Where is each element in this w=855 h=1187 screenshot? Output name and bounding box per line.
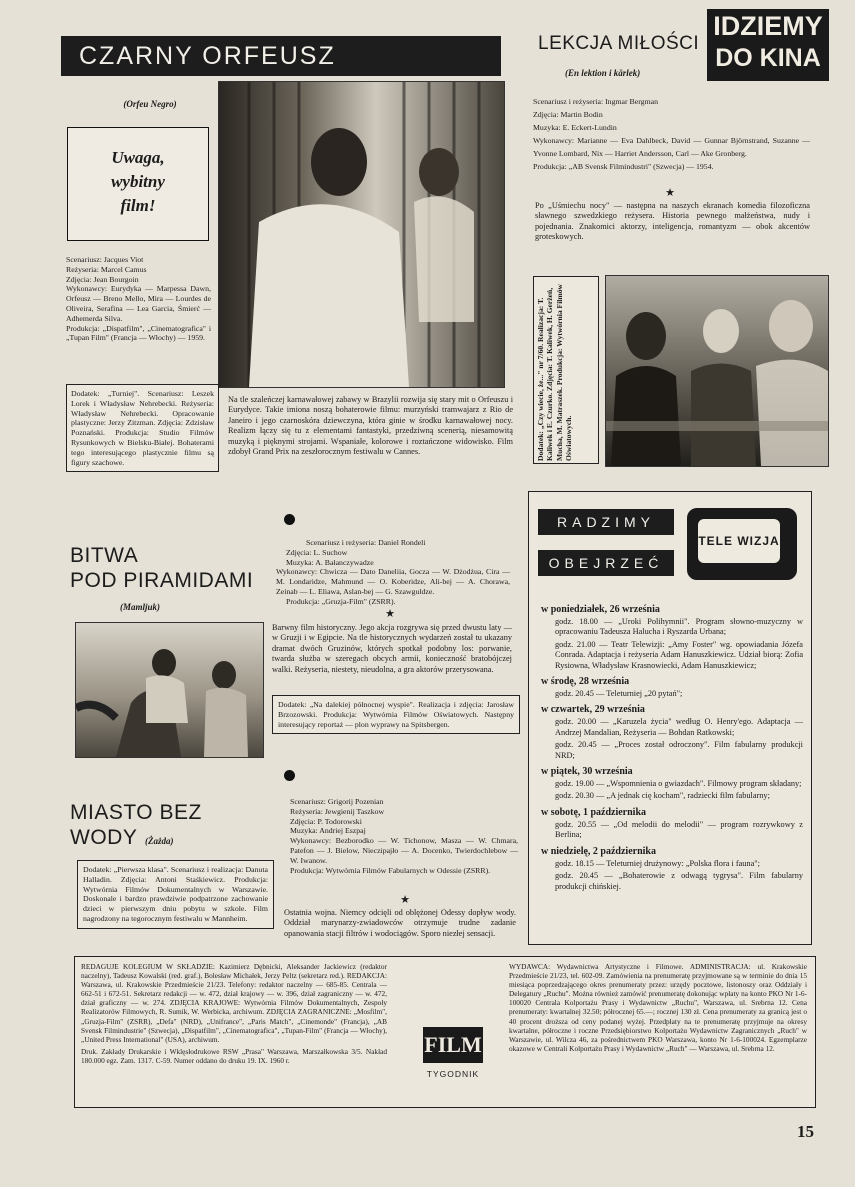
czarny-credit-1: Scenariusz: Jacques Viot [66, 255, 144, 264]
tv-day-wed: w środę, 28 września godz. 20.45 — Teleturniej „20 pytań"; [541, 676, 683, 699]
bitwa-description: Barwny film historyczny. Jego akcja rozgrywa się przed dwustu laty — w Gruzji i w Egipcie. Na tle historycznych wydarzeń został tu ukazany dramat dwóch Gruzinów, których spotkał podobny los: porwanie, twarda służba w szeregach obcych armii, konieczność bratobójczej walki. Reżyseria, niestety, nieudolna, a gra aktorów przerysowana. [272, 623, 512, 674]
czarny-photo-illustration [219, 82, 504, 387]
miasto-dodatek [77, 860, 274, 929]
lekcja-photo [605, 275, 829, 467]
miasto-credit-6: Produkcja: Wytwórnia Filmów Fabularnych w Odessie (ZSRR). [290, 865, 491, 875]
tv-day-sat: w sobotę, 1 października godz. 20.55 — „Od melodii do melodii" — program rozrywkowy z Berlina; [541, 806, 803, 840]
lekcja-subtitle: (En lektion i kärlek) [565, 68, 641, 78]
miasto-credit-3: Zdjęcia: P. Todorowski [290, 816, 362, 826]
miasto-description: Ostatnia wojna. Niemcy odcięli od oblężonej Odessy dopływ wody. Oddział marynarzy-zwiadowców otrzymuje trudne zadanie opanowania stacji filtrów i wodociągów. Sporo niezłej sensacji. [284, 908, 516, 938]
bitwa-credits [276, 538, 510, 607]
bitwa-photo-illustration [76, 623, 263, 757]
czarny-credit-5: Produkcja: „Dispatfilm", „Cinematografica" i „Tupan Film" (Francja — Włochy) — 1959. [66, 323, 211, 343]
bitwa-subtitle: (Mamljuk) [120, 602, 161, 612]
miasto-bullet [284, 770, 295, 781]
miasto-credit-2: Reżyseria: Jewgienij Taszkow [290, 806, 385, 816]
lekcja-credit-1: Scenariusz i reżyseria: Ingmar Bergman [533, 97, 658, 106]
section-badge [707, 9, 829, 81]
imprint-right [509, 962, 807, 1053]
miasto-title: MIASTO BEZ WODY [70, 801, 202, 849]
lekcja-credit-3: Muzyka: E. Eckert-Lundin [533, 123, 617, 132]
czarny-title-text: CZARNY ORFEUSZ [79, 42, 336, 70]
tv-day-fri: w piątek, 30 września godz. 19.00 — „Wspomnienia o gwiazdach". Filmowy program składany; godz. 20.30 — „A jednak cię kocham", radziecki film fabularny; [541, 766, 802, 801]
tv-day-mon: w poniedziałek, 26 września godz. 18.00 — „Uroki Polihymnii". Program słowno-muzyczny w opracowaniu Tadeusza Halucha i Ryszarda Urbana; godz. 21.00 — Teatr Telewizji: „Amy Foster" wg. opowiadania Józefa Conrada. Adaptacja i reżyseria Adam Hanuszkiewicz. Udział biorą: Zofia Rysiowna, Władysław Krasnowiecki, Adam Hanuszkiewicz; [541, 604, 803, 670]
miasto-dodatek-text: Dodatek: „Pierwsza klasa". Scenariusz i realizacja: Danuta Halladin. Zdjęcia: Antoni Staśkiewicz. Produkcja: Wytwórnia Filmów Dokumentalnych w Warszawie. Doskonale i bardzo prawdziwie podpatrzone zachowanie dzieci w pierwszym dniu pobytu w szkole. Film nagrodzony na tegorocznym festiwalu w Mannheim. [83, 865, 268, 923]
lekcja-photo-illustration [606, 276, 828, 466]
czarny-credit-4: Wykonawcy: Eurydyka — Marpessa Dawn, Orfeusz — Breno Mello, Mira — Lourdes de Oliveira, Serafina — Lea Garcia, Śmierć — Adhemerda Silva. [66, 284, 211, 323]
page-number: 15 [797, 1122, 814, 1141]
tv-day-thu: w czwartek, 29 września godz. 20.00 — „Karuzela życia" według O. Henry'ego. Adaptacja — Andrzej Mandalian, Reżyseria — Bohdan Ratkowski; godz. 20.45 — „Proces został odroczony". Film fabularny produkcji NRD; [541, 704, 803, 760]
tv-schedule [541, 599, 803, 894]
bitwa-title-line-1: BITWA [70, 544, 139, 567]
miasto-credits [290, 797, 518, 875]
miasto-subtitle: (Żażda) [145, 836, 174, 846]
bitwa-photo [75, 622, 264, 758]
tv-day-sun: w niedzielę, 2 października godz. 18.15 — Teleturniej drużynowy: „Polska flora i fauna"; godz. 20.45 — „Bohaterowie z odwagą tygrysa". Film fabularny produkcji chińskiej. [541, 845, 803, 891]
czarny-credit-2: Reżyseria: Marcel Camus [66, 264, 147, 274]
tv-radzimy: RADZIMY [538, 509, 674, 535]
lekcja-description: Po „Uśmiechu nocy" — następna na naszych ekranach komedia filozoficzna sławnego szwedzkiego reżysera. Historia pewnego małżeństwa, nudy i pojednania. Znakomici aktorzy, inteligencja, romantyzm — obok akcentów groteskowych. [535, 201, 810, 242]
imprint-box [74, 956, 816, 1108]
bitwa-star: ★ [385, 608, 395, 620]
lekcja-dodatek-text: Dodatek: „Czy wiecie, że..." nr 7/60. Realizacja: T. Kaliwek i E. Czurko. Zdjęcia: T. Kaliwek, H. Gerżeń, Mucha, M. Matraszek. Produkcja: Wytwórnia Filmów Oświatowych. [536, 283, 574, 461]
czarny-dodatek-text: Dodatek: „Turniej". Scenariusz: Leszek Lorek i Władysław Nehrebecki. Reżyseria: Władysław Nehrebecki. Opracowanie plastyczne: Jerzy Zitzman. Zdjęcia: Zdzisław Poznański. Produkcja: Studio Filmów Rysunkowych w Bielsku-Białej. Bohaterami tego interesującego plastycznie filmu są figury szachowe. [71, 389, 214, 467]
bitwa-title [70, 543, 270, 593]
bitwa-dodatek-text: Dodatek: „Na dalekiej północnej wyspie". Realizacja i zdjęcia: Jarosław Brzozowski. Produkcja: Wytwórnia Filmów Oświatowych. Następny interesujący reportaż — plon wyprawy na Spitsbergen. [278, 700, 514, 729]
tv-obejrzec: OBEJRZEĆ [538, 550, 674, 576]
bitwa-credit-1: Scenariusz i reżyseria: Daniel Rondeli [306, 538, 426, 547]
badge-line-2: DO KINA [715, 44, 821, 72]
badge-line-1: IDZIEMY [713, 11, 823, 41]
lekcja-credits [533, 95, 810, 173]
uwaga-line-3: film! [120, 196, 156, 215]
czarny-uwaga-box [67, 127, 209, 241]
uwaga-line-1: Uwaga, [111, 148, 165, 167]
bitwa-bullet [284, 514, 295, 525]
bitwa-credit-3: Muzyka: A. Bałanczywadze [286, 557, 374, 567]
bitwa-credit-2: Zdjęcia: L. Suchow [286, 547, 348, 557]
lekcja-star: ★ [665, 187, 675, 199]
czarny-title [61, 36, 501, 76]
lekcja-credit-5: Produkcja: „AB Svensk Filmindustri" (Szwecja) — 1954. [533, 162, 714, 171]
imprint-left [81, 962, 387, 1065]
bitwa-credit-5: Produkcja: „Gruzja-Film" (ZSRR). [286, 596, 396, 606]
lekcja-title: LEKCJA MIŁOŚCI [538, 33, 700, 54]
lekcja-credit-4: Wykonawcy: Marianne — Eva Dahlbeck, David — Gunnar Björnstrand, Suzanne — Yvonne Lombard, Nix — Harriet Andersson, Carl — Ake Gronberg. [533, 136, 810, 158]
imprint-left-text: REDAGUJE KOLEGIUM W SKŁADZIE: Kazimierz Dębnicki, Aleksander Jackiewicz (redaktor naczelny), Tadeusz Kowalski (red. graf.), Bolesław Michałek, Jerzy Peltz (sekretarz red.). REDAKCJA: Warszawa, ul. Krakowskie Przedmieście 21/23. Telefony: redaktor naczelny — 685-85. Centrala — 662-51 i 672-51. Sekretarz redakcji — w. 472, dział krajowy — w. 396, dział zagraniczny — w. 472, dział graficzny — w. 274. ZDJĘCIA KRAJOWE: Wytwórnia Filmów Dokumentalnych, Zespoły Realizatorów Filmowych, R. Sumik, W. Werbicka, archiwum. ZDJĘCIA ZAGRANICZNE: „Mosfilm", „Gruzja-Film" (ZSRR), „Defa" (NRD), „Unifrance", „Paris Match", „Cinemonde" (Francja), „AB Svensk Filmindustrie" (Szwecja), „Dispatfilm", „Cinematografica", „Tupan-Film" (Francja — Włochy), „United Press International" (USA), archiwum. [81, 962, 387, 1044]
lekcja-credit-2: Zdjęcia: Martin Bodin [533, 110, 603, 119]
lekcja-dodatek [533, 276, 599, 464]
czarny-photo [218, 81, 505, 388]
miasto-star: ★ [400, 894, 410, 906]
tv-panel [528, 491, 812, 945]
imprint-print: Druk. Zakłady Drukarskie i Wklęsłodrukowe RSW „Prasa" Warszawa, Marszałkowska 3/5. Nakład 180.000 egz. Zam. 1317. C-59. Numer oddano do druku 19. IX. 1960 r. [81, 1046, 387, 1065]
bitwa-credit-4: Wykonawcy: Chwicza — Dato Daneliia, Gocza — W. Dżodżua, Cira — M. Londaridze, Mahmund — O. Koberidze, Ali-bej — A. Chorawa, Zeinab — L. Eliawa, Aslan-bej — G. Szawguldze. [276, 567, 510, 596]
telewizja-logo: TELE WIZJA [687, 508, 797, 580]
czarny-credits [66, 255, 211, 343]
imprint-right-text: WYDAWCA: Wydawnictwa Artystyczne i Filmowe. ADMINISTRACJA: ul. Krakowskie Przedmieście 21/23, tel. 602-09. Zamówienia na prenumeratę przyjmowane są w terminie do dnia 15 miesiąca poprzedzającego okres prenumeraty przez: urzędy pocztowe, listonoszy oraz Oddziały i Delegatury „Ruchu". Można również zamówić prenumeratę dokonując wpłaty na konto PKO Nr 1-6-100020 Centrala Kolportażu Prasy i Wydawnictw „Ruchu", Warszawa, ul. Srebrna 12. Cena prenumeraty: kwartalnej 32.50; półrocznej 65.—; rocznej 130 zł. Cena prenumeraty za granicą jest o 40 procent droższa od ceny podanej wyżej. Przedpłaty na te prenumeratę przyjmuje na okresy kwartalne, półroczne i roczne Przedsiębiorstwo Kolportażu Wydawnictw Zagranicznych „Ruch" w Warszawie, ul. Wilcza 46, za pośrednictwem PKO Warszawa, konto Nr 1-6-100024. Egzemplarze okazowe w Centrali Kolportażu Prasy i Wydawnictw „Ruch" — Warszawa, ul. Srebrna 12. [509, 962, 807, 1053]
miasto-credit-4: Muzyka: Andriej Eszpaj [290, 826, 366, 836]
czarny-subtitle: (Orfeu Negro) [123, 99, 177, 109]
uwaga-line-2: wybitny [111, 172, 165, 191]
czarny-dodatek [66, 384, 219, 472]
miasto-credit-5: Wykonawcy: Bezborodko — W. Tichonow, Masza — W. Chmara, Patefon — J. Bielow, Nieczipajło — A. Docenko, Twierdochlebow — W. Iwanow. [290, 836, 518, 865]
film-logo: FILM [423, 1027, 483, 1063]
bitwa-title-line-2: POD PIRAMIDAMI [70, 569, 254, 592]
czarny-credit-3: Zdjęcia: Jean Bourgoin [66, 274, 139, 284]
bitwa-dodatek [272, 695, 520, 734]
czarny-description: Na tle szaleńczej karnawałowej zabawy w Brazylii rozwija się stary mit o Orfeuszu i Eurydyce. Takie imiona noszą bohaterowie filmu: murzyński tramwajarz z Rio de Janeiro i jego czarnoskóra dziewczyna, która ginie w środku karnawałowej nocy. Realizm łączy się tu z elementami fantastyki, przedziwną scenerią, niesamowitą muzyką i pięknymi strojami. Wspaniałe, kolorowe i roztańczone widowisko. Film zdobył Grand Prix na zeszłorocznym festiwalu w Cannes. [228, 395, 513, 457]
tygodnik-label: TYGODNIK [426, 1069, 480, 1079]
miasto-credit-1: Scenariusz: Grigorij Pozenian [290, 797, 384, 806]
